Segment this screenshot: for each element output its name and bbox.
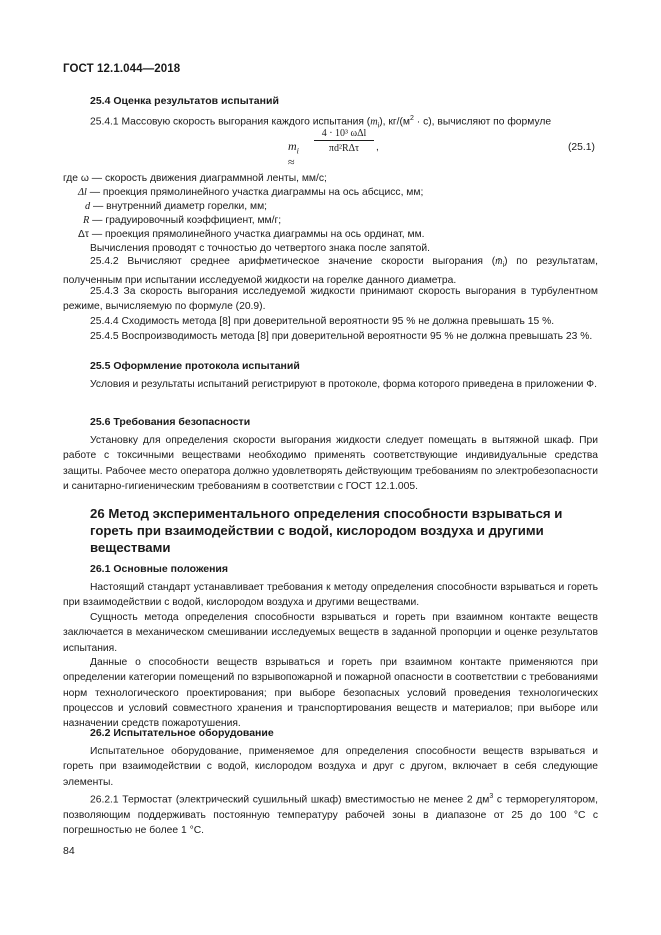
paragraph-26-1-1: Настоящий стандарт устанавливает требования к методу определения способности взрываться и гореть при взаимодействии с водой, кислородом воздуха и другими веществами. — [63, 582, 598, 609]
paragraph-25-4-1: 25.4.1 Массовую скорость выгорания каждого испытания $(m_i)$, $кг/(м^2 \cdot с)$, вычисляют по формуле — [90, 115, 552, 130]
paragraph-25-4-5: 25.4.5 Воспроизводимость метода [8] при доверительной вероятности 95 % не должна превышать 23 %. — [90, 331, 593, 342]
section-25-5-title: 25.5 Оформление протокола испытаний — [90, 360, 300, 372]
calculation-note: Вычисления проводят с точностью до четвертого знака после запятой. — [90, 243, 431, 254]
where-item-delta-tau: Δτ — проекция прямолинейного участка диаграммы на ось ординат, мм. — [78, 229, 425, 240]
paragraph-26-1-2: Сущность метода определения способности взрываться и гореть при взаимном контакте веществ заключается в механическом смешивании исследуемых веществ в заданной пропорции и оценке результатов испытания. — [63, 612, 598, 654]
paragraph-25-4-4: 25.4.4 Сходимость метода [8] при доверительной вероятности 95 % не должна превышать 15 %. — [90, 316, 555, 327]
paragraph-26-2-1: 26.2.1 Термостат (электрический сушильный шкаф) вместимостью не менее 2 $дм^3$ с терморегулятором, позволяющим поддерживать постоянную температуру рабочей зоны в диапазоне от 25 до 100 °С с погрешностью не более 1 °С. — [63, 793, 598, 837]
paragraph-25-6: Установку для определения скорости выгорания жидкости следует помещать в вытяжной шкаф. При работе с токсичными веществами необходимо применять соответствующие индивидуальные средства защиты. Рабочее место оператора должно удовлетворять действующим требованиям по электробезопасности и санитарно-гигиеническим требованиям в соответствии с ГОСТ 12.1.005. — [63, 435, 598, 492]
section-25-6-title: 25.6 Требования безопасности — [90, 416, 251, 428]
page-number: 84 — [63, 845, 75, 857]
formula-number: (25.1) — [568, 142, 595, 153]
paragraph-26-2: Испытательное оборудование, применяемое для определения способности веществ взрываться и гореть при взаимодействии с водой, кислородом воздуха и друг с другом, включает в себя следующие элементы. — [63, 746, 598, 788]
document-header: ГОСТ 12.1.044—2018 — [63, 63, 181, 75]
where-item-omega: где ω — скорость движения диаграммной ленты, мм/с; — [63, 173, 327, 184]
paragraph-25-4-2: 25.4.2 Вычисляют среднее арифметическое значение скорости выгорания $(m̄_i)$ по результатам, полученным при испытании исследуемой жидкости на горелке данного диаметра. — [63, 256, 598, 287]
section-26-1-title: 26.1 Основные положения — [90, 563, 229, 575]
section-26-title: 26 Метод экспериментального определения способности взрываться и гореть при взаимодействии с водой, кислородом воздуха и другими веществами — [90, 506, 563, 555]
where-item-d: d — внутренний диаметр горелки, мм; — [85, 201, 268, 212]
formula-numerator: 4 · 10³ ωΔl — [314, 128, 374, 141]
paragraph-26-1-3: Данные о способности веществ взрываться и гореть при взаимном контакте применяются при определении категории помещений по взрывопожарной и пожарной опасности в соответствии с требованиями норм технологического проектирования; при выборе безопасных условий проведения технологических процессов и условий совместного хранения и транспортирования веществ и материалов; при выборе или назначении средств пожаротушения. — [63, 657, 598, 730]
where-item-delta-l: Δl — проекция прямолинейного участка диаграммы на ось абсцисс, мм; — [78, 187, 424, 198]
where-item-r: R — градуировочный коэффициент, мм/г; — [83, 215, 282, 226]
formula-denominator: πd²RΔτ — [328, 143, 360, 154]
paragraph-25-5: Условия и результаты испытаний регистрируют в протоколе, форма которого приведена в приложении Ф. — [90, 379, 597, 390]
section-25-4-title: 25.4 Оценка результатов испытаний — [90, 95, 279, 107]
paragraph-25-4-3: 25.4.3 За скорость выгорания исследуемой жидкости принимают скорость выгорания в турбулентном режиме, вычисляемую по формуле (20.9). — [63, 286, 598, 313]
section-26-2-title: 26.2 Испытательное оборудование — [90, 727, 274, 739]
